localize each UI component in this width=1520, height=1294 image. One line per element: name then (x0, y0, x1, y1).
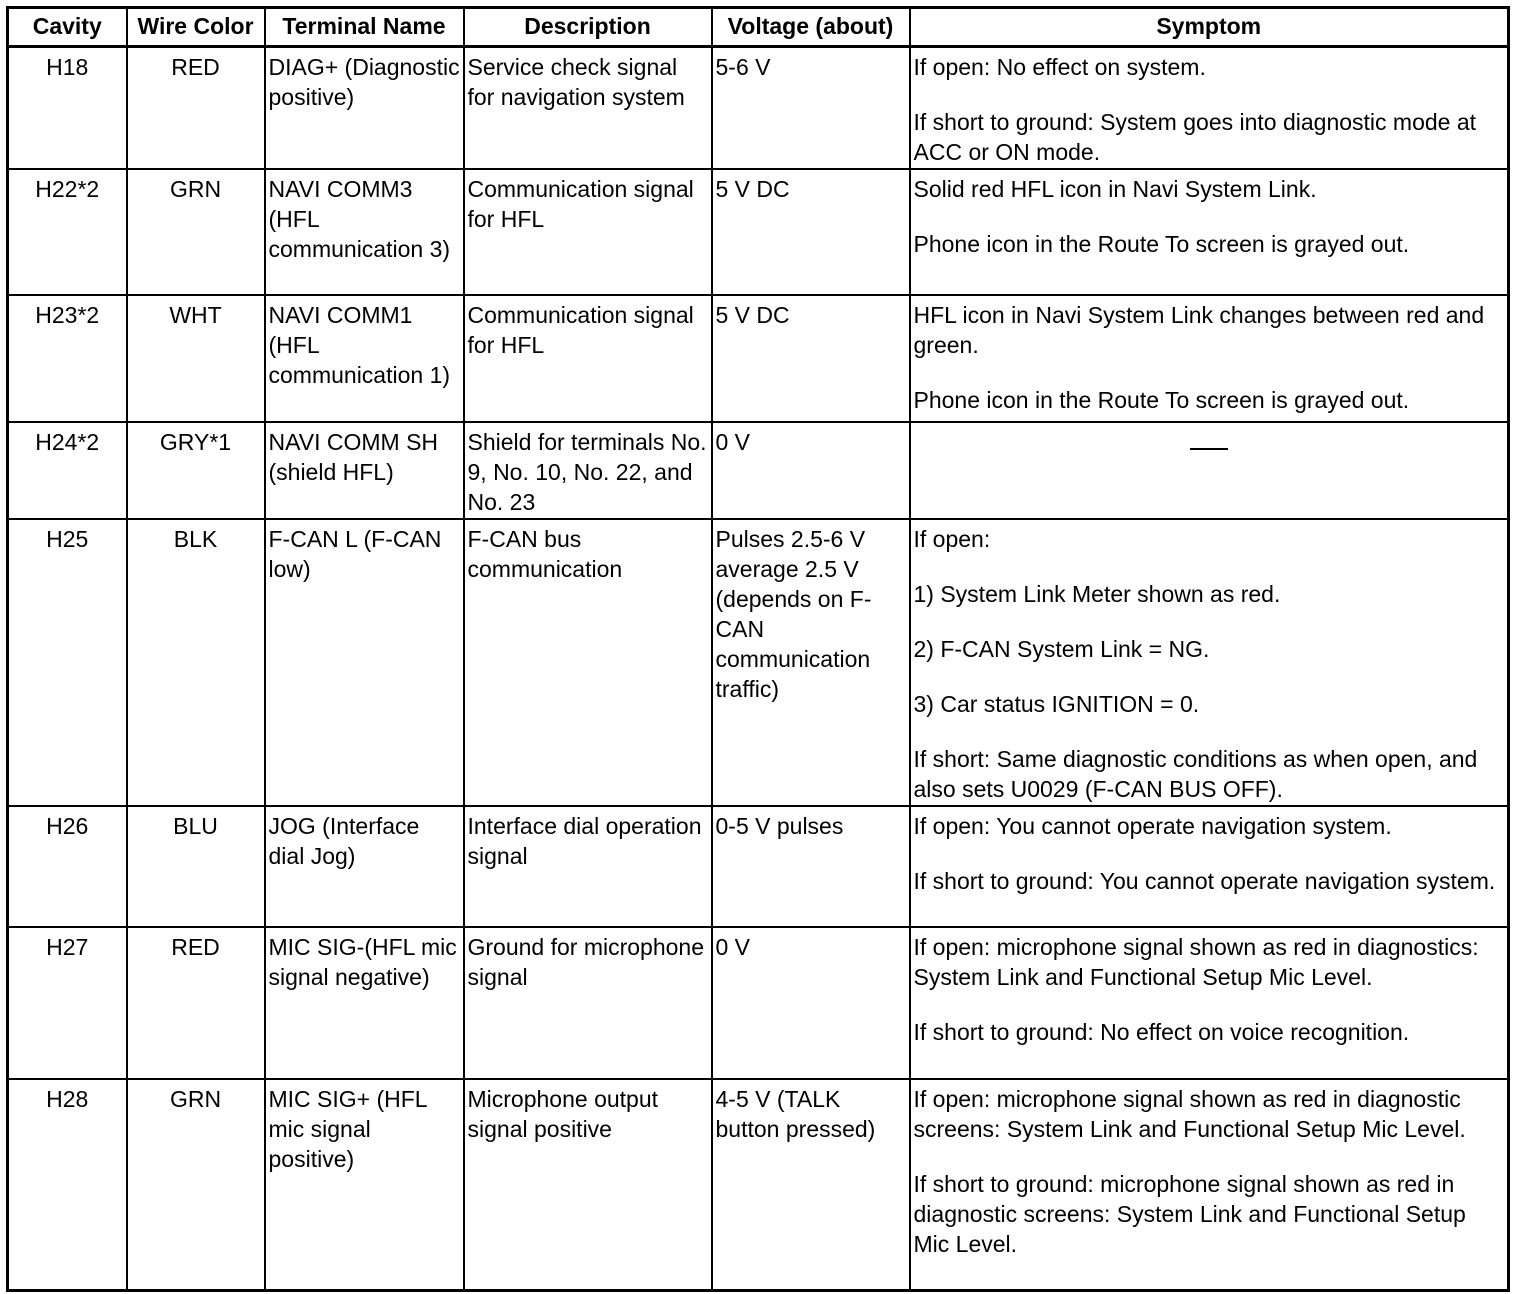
wire-color-cell: GRN (127, 169, 265, 295)
terminal-name-cell: F-CAN L (F-CAN low) (265, 519, 464, 806)
terminal-name-cell: NAVI COMM SH (shield HFL) (265, 422, 464, 519)
symptom-text: 1) System Link Meter shown as red. (913, 581, 1281, 607)
symptom-text: Solid red HFL icon in Navi System Link. (913, 176, 1317, 202)
symptom-text: If short to ground: System goes into diagnostic mode at ACC or ON mode. (913, 109, 1477, 165)
cavity-cell: H23*2 (8, 295, 127, 422)
description-cell: Interface dial operation signal (464, 806, 712, 927)
table-header (8, 8, 1509, 47)
symptom-text: If open: microphone signal shown as red in diagnostic screens: System Link and Functional Setup Mic Level. (913, 1086, 1466, 1142)
column-header-wire-color: Wire Color (127, 8, 265, 47)
symptom-text: If short to ground: microphone signal shown as red in diagnostic screens: System Link and Functional Setup Mic Level. (913, 1171, 1466, 1257)
symptom-cell (910, 519, 1509, 806)
cavity-cell: H24*2 (8, 422, 127, 519)
terminal-name-cell: MIC SIG+ (HFL mic signal positive) (265, 1079, 464, 1290)
table-row (8, 927, 1509, 1079)
table-row (8, 169, 1509, 295)
voltage-cell: 0 V (712, 927, 910, 1079)
wire-color-cell: WHT (127, 295, 265, 422)
table-row (8, 422, 1509, 519)
symptom-text: If short to ground: You cannot operate navigation system. (913, 868, 1496, 894)
table-body (8, 47, 1509, 1291)
terminal-name-cell: MIC SIG-(HFL mic signal negative) (265, 927, 464, 1079)
wire-color-cell: RED (127, 927, 265, 1079)
cavity-cell: H22*2 (8, 169, 127, 295)
wire-color-cell: BLU (127, 806, 265, 927)
symptom-text: HFL icon in Navi System Link changes between red and green. (913, 302, 1485, 358)
terminal-name-cell: DIAG+ (Diagnostic positive) (265, 47, 464, 170)
symptom-text: If open: No effect on system. (913, 54, 1206, 80)
description-cell: Service check signal for navigation system (464, 47, 712, 170)
empty-dash (1190, 448, 1228, 450)
voltage-cell: 5-6 V (712, 47, 910, 170)
symptom-text: If open: microphone signal shown as red in diagnostics: System Link and Functional Setup Mic Level. (913, 934, 1479, 990)
terminal-name-cell: NAVI COMM3 (HFL communication 3) (265, 169, 464, 295)
table-row (8, 47, 1509, 170)
wire-color-cell: GRY*1 (127, 422, 265, 519)
column-header-terminal-name: Terminal Name (265, 8, 464, 47)
symptom-text: 3) Car status IGNITION = 0. (913, 691, 1200, 717)
column-header-voltage: Voltage (about) (712, 8, 910, 47)
symptom-text: If short to ground: No effect on voice recognition. (913, 1019, 1410, 1045)
voltage-cell: 0 V (712, 422, 910, 519)
symptom-text: If open: You cannot operate navigation system. (913, 813, 1392, 839)
table-row (8, 519, 1509, 806)
voltage-cell: 5 V DC (712, 169, 910, 295)
table-row (8, 806, 1509, 927)
symptom-text: Phone icon in the Route To screen is grayed out. (913, 231, 1410, 257)
symptom-text: 2) F-CAN System Link = NG. (913, 636, 1210, 662)
table-row (8, 1079, 1509, 1290)
column-header-description: Description (464, 8, 712, 47)
symptom-text: If open: (913, 526, 991, 552)
cavity-cell: H28 (8, 1079, 127, 1290)
symptom-text: Phone icon in the Route To screen is grayed out. (913, 387, 1410, 413)
cavity-cell: H26 (8, 806, 127, 927)
symptom-cell (910, 806, 1509, 927)
table-row (8, 295, 1509, 422)
wire-color-cell: GRN (127, 1079, 265, 1290)
symptom-text: If short: Same diagnostic conditions as when open, and also sets U0029 (F-CAN BUS OFF). (913, 746, 1478, 802)
description-cell: F-CAN bus communication (464, 519, 712, 806)
symptom-cell (910, 295, 1509, 422)
cavity-cell: H27 (8, 927, 127, 1079)
cavity-cell: H18 (8, 47, 127, 170)
voltage-cell: 5 V DC (712, 295, 910, 422)
terminal-table (6, 6, 1510, 1292)
description-cell: Microphone output signal positive (464, 1079, 712, 1290)
cavity-cell: H25 (8, 519, 127, 806)
voltage-cell: 4-5 V (TALK button pressed) (712, 1079, 910, 1290)
description-cell: Communication signal for HFL (464, 295, 712, 422)
terminal-name-cell: JOG (Interface dial Jog) (265, 806, 464, 927)
column-header-symptom: Symptom (910, 8, 1509, 47)
description-cell: Ground for microphone signal (464, 927, 712, 1079)
wire-color-cell: BLK (127, 519, 265, 806)
description-cell: Shield for terminals No. 9, No. 10, No. 22, and No. 23 (464, 422, 712, 519)
symptom-cell (910, 169, 1509, 295)
header-row (8, 8, 1509, 47)
description-cell: Communication signal for HFL (464, 169, 712, 295)
wire-color-cell: RED (127, 47, 265, 170)
symptom-cell (910, 422, 1509, 519)
symptom-cell (910, 47, 1509, 170)
voltage-cell: 0-5 V pulses (712, 806, 910, 927)
symptom-cell (910, 1079, 1509, 1290)
column-header-cavity: Cavity (8, 8, 127, 47)
voltage-cell: Pulses 2.5-6 V average 2.5 V (depends on F-CAN communication traffic) (712, 519, 910, 806)
terminal-name-cell: NAVI COMM1 (HFL communication 1) (265, 295, 464, 422)
symptom-cell (910, 927, 1509, 1079)
